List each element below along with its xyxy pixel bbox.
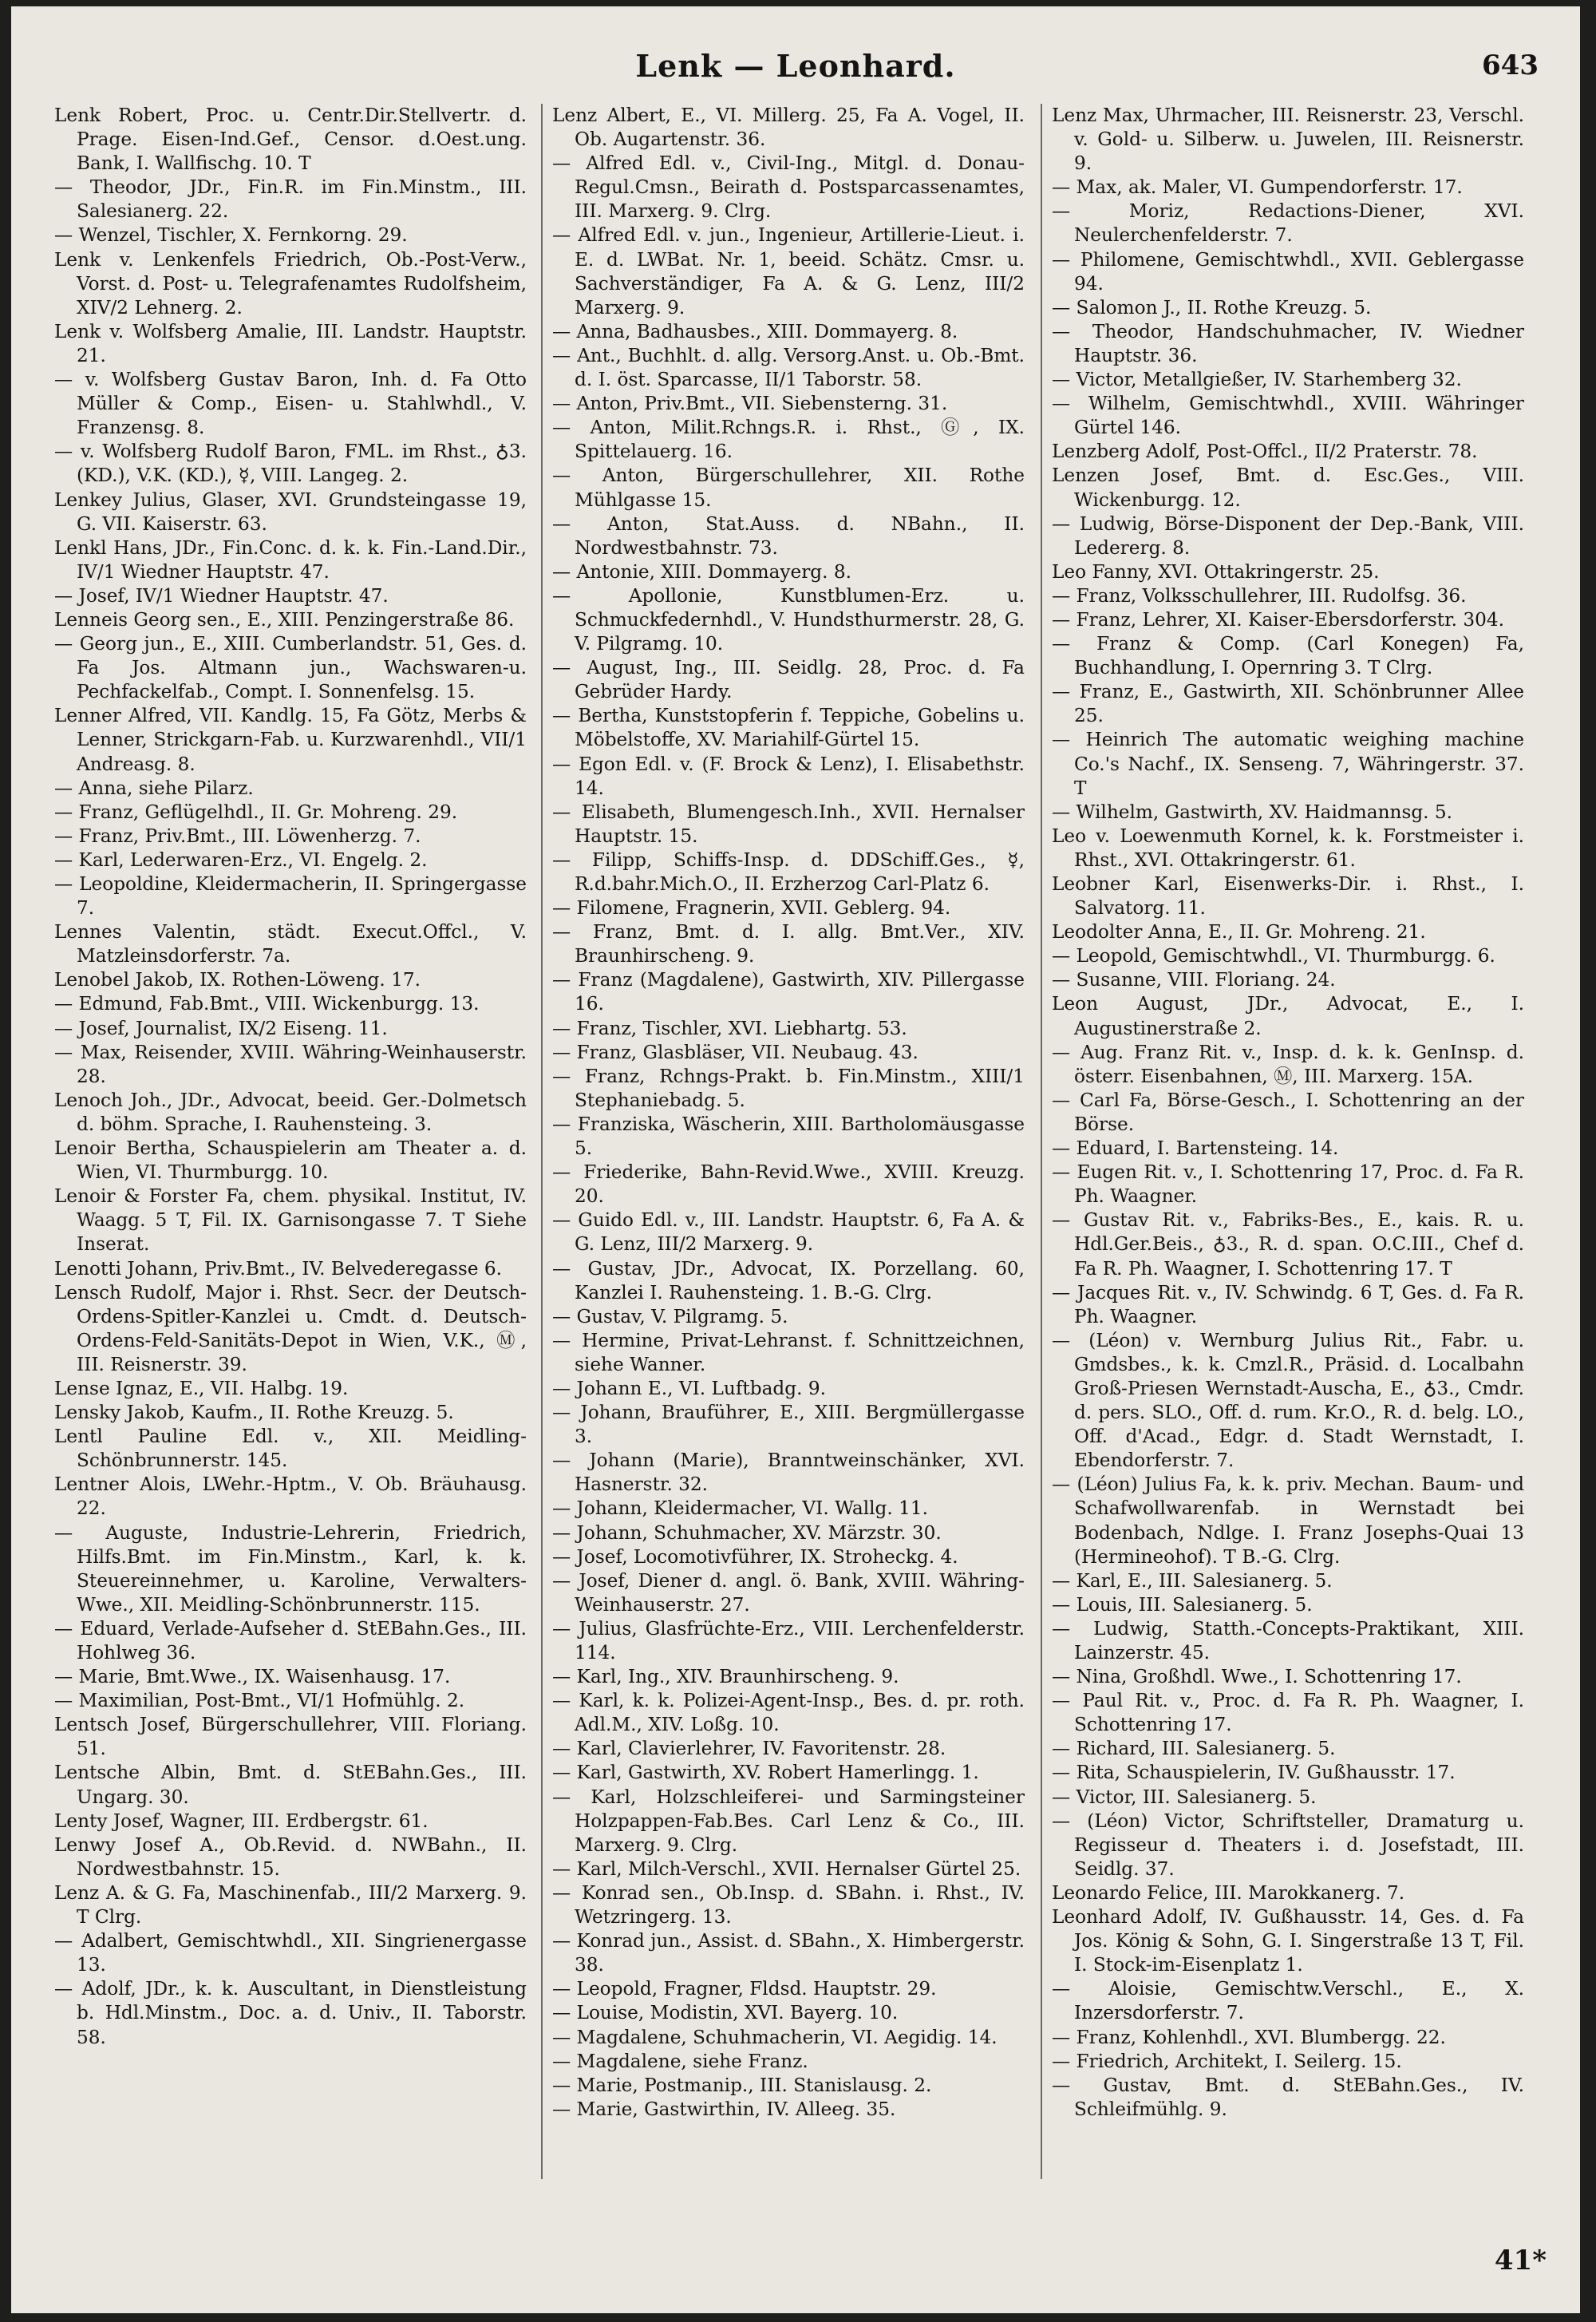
directory-entry: — Wenzel, Tischler, X. Fernkorng. 29. xyxy=(54,224,408,247)
column-1 xyxy=(54,104,527,2275)
directory-entry: Leon August, JDr., Advocat, E., I. Augustinerstraße 2. xyxy=(1052,993,1524,1039)
directory-entry: Lense Ignaz, E., VII. Halbg. 19. xyxy=(54,1377,349,1399)
directory-entry: — Egon Edl. v. (F. Brock & Lenz), I. Elisabethstr. 14. xyxy=(552,753,1025,799)
directory-entry: — Auguste, Industrie-Lehrerin, Friedrich, Hilfs.Bmt. im Fin.Minstm., Karl, k. k. Steuereinnehmer, u. Karoline, Verwalters-Wwe., XII. Meidling-Schönbrunnerstr. 115. xyxy=(54,1521,527,1616)
directory-entry: — Marie, Gastwirthin, IV. Alleeg. 35. xyxy=(552,2098,896,2120)
directory-entry: Lenk v. Lenkenfels Friedrich, Ob.-Post-Verw., Vorst. d. Post- u. Telegrafenamtes Rudolfsheim, XIV/2 Lehnerg. 2. xyxy=(54,248,527,318)
directory-entry: — Karl, Ing., XIV. Braunhirscheng. 9. xyxy=(552,1666,899,1688)
directory-entry: Lenoir Bertha, Schauspielerin am Theater a. d. Wien, VI. Thurmburgg. 10. xyxy=(54,1137,527,1184)
directory-entry: — Franziska, Wäscherin, XIII. Bartholomäusgasse 5. xyxy=(552,1113,1025,1160)
directory-entry: Lenotti Johann, Priv.Bmt., IV. Belvederegasse 6. xyxy=(54,1257,502,1280)
directory-entry: — Johann, Schuhmacher, XV. Märzstr. 30. xyxy=(552,1521,942,1544)
directory-entry: — Salomon J., II. Rothe Kreuzg. 5. xyxy=(1052,296,1372,318)
directory-entry: — Franz, E., Gastwirth, XII. Schönbrunner Allee 25. xyxy=(1052,681,1524,727)
directory-entry: — Franz, Priv.Bmt., III. Löwenherzg. 7. xyxy=(54,825,421,847)
directory-columns xyxy=(54,104,1531,2275)
directory-entry: — Max, Reisender, XVIII. Währing-Weinhauserstr. 28. xyxy=(54,1041,527,1087)
directory-entry: — v. Wolfsberg Rudolf Baron, FML. im Rhst., ♁3. (KD.), V.K. (KD.), ☿, VIII. Langeg. 2. xyxy=(54,441,527,487)
directory-entry: — Rita, Schauspielerin, IV. Gußhausstr. 17. xyxy=(1052,1762,1456,1784)
directory-entry: — Aloisie, Gemischtw.Verschl., E., X. Inzersdorferstr. 7. xyxy=(1052,1978,1524,2024)
directory-entry: — Victor, Metallgießer, IV. Starhemberg 32. xyxy=(1052,369,1462,391)
directory-entry: — Johann E., VI. Luftbadg. 9. xyxy=(552,1377,826,1399)
directory-entry: — Anton, Bürgerschullehrer, XII. Rothe Mühlgasse 15. xyxy=(552,465,1025,511)
directory-entry: Lentsch Josef, Bürgerschullehrer, VIII. Floriang. 51. xyxy=(54,1714,527,1760)
directory-entry: — Paul Rit. v., Proc. d. Fa R. Ph. Waagner, I. Schottenring 17. xyxy=(1052,1690,1524,1736)
directory-entry: — Theodor, JDr., Fin.R. im Fin.Minstm., III. Salesianerg. 22. xyxy=(54,176,527,223)
directory-entry: — v. Wolfsberg Gustav Baron, Inh. d. Fa Otto Müller & Comp., Eisen- u. Stahlwhdl., V. Franzensg. 8. xyxy=(54,369,527,439)
directory-entry: — Anton, Priv.Bmt., VII. Siebensterng. 31. xyxy=(552,393,948,415)
directory-entry: Lentsche Albin, Bmt. d. StEBahn.Ges., III. Ungarg. 30. xyxy=(54,1762,527,1808)
directory-entry: — Magdalene, Schuhmacherin, VI. Aegidig. 14. xyxy=(552,2026,998,2048)
directory-entry: Lenoch Joh., JDr., Advocat, beeid. Ger.-Dolmetsch d. böhm. Sprache, I. Rauhensteing. 3. xyxy=(54,1089,527,1135)
directory-entry: — Karl, Lederwaren-Erz., VI. Engelg. 2. xyxy=(54,848,428,871)
directory-entry: Lenoir & Forster Fa, chem. physikal. Institut, IV. Waagg. 5 T, Fil. IX. Garnisongasse 7. T Siehe Inserat. xyxy=(54,1185,527,1256)
directory-entry: Leo v. Loewenmuth Kornel, k. k. Forstmeister i. Rhst., XVI. Ottakringerstr. 61. xyxy=(1052,825,1524,871)
directory-entry: — Karl, Milch-Verschl., XVII. Hernalser Gürtel 25. xyxy=(552,1857,1021,1880)
directory-entry: — Elisabeth, Blumengesch.Inh., XVII. Hernalser Hauptstr. 15. xyxy=(552,801,1025,847)
directory-entry: — Richard, III. Salesianerg. 5. xyxy=(1052,1738,1336,1760)
directory-entry: — Maximilian, Post-Bmt., VI/1 Hofmühlg. 2. xyxy=(54,1690,465,1712)
directory-entry: Leodolter Anna, E., II. Gr. Mohreng. 21. xyxy=(1052,921,1426,943)
directory-entry: Lenzberg Adolf, Post-Offcl., II/2 Praterstr. 78. xyxy=(1052,441,1478,463)
directory-entry: — (Léon) v. Wernburg Julius Rit., Fabr. u. Gmdsbes., k. k. Cmzl.R., Präsid. d. Localbahn Groß-Priesen Wernstadt-Auscha, E., ♁3., Cmdr. d. pers. SLO., Off. d. rum. Kr.O., R. d. belg. LO., Off. d'Acad., Edgr. d. Stadt Wernstadt, I. Ebendorferstr. 7. xyxy=(1052,1329,1524,1472)
directory-entry: Lenk v. Wolfsberg Amalie, III. Landstr. Hauptstr. 21. xyxy=(54,320,527,366)
directory-entry: Lenk Robert, Proc. u. Centr.Dir.Stellvertr. d. Prage. Eisen-Ind.Gef., Censor. d.Oest.ung. Bank, I. Wallfischg. 10. T xyxy=(54,105,527,175)
directory-entry: — Franz, Volksschullehrer, III. Rudolfsg. 36. xyxy=(1052,584,1467,607)
directory-entry: — Hermine, Privat-Lehranst. f. Schnittzeichnen, siehe Wanner. xyxy=(552,1329,1025,1375)
directory-entry: — Ludwig, Börse-Disponent der Dep.-Bank, VIII. Ledererg. 8. xyxy=(1052,512,1524,559)
directory-entry: — Louis, III. Salesianerg. 5. xyxy=(1052,1593,1313,1616)
directory-entry: Lennes Valentin, städt. Execut.Offcl., V. Matzleinsdorferstr. 7a. xyxy=(54,921,527,967)
directory-entry: — Josef, Journalist, IX/2 Eiseng. 11. xyxy=(54,1017,388,1039)
directory-entry: — Franz, Glasbläser, VII. Neubaug. 43. xyxy=(552,1041,918,1063)
directory-entry: — Susanne, VIII. Floriang. 24. xyxy=(1052,969,1336,991)
directory-entry: — Moriz, Redactions-Diener, XVI. Neulerchenfelderstr. 7. xyxy=(1052,200,1524,247)
directory-entry: — Franz (Magdalene), Gastwirth, XIV. Pillergasse 16. xyxy=(552,969,1025,1015)
directory-entry: — Franz, Kohlenhdl., XVI. Blumbergg. 22. xyxy=(1052,2026,1446,2048)
directory-entry: — Gustav, V. Pilgramg. 5. xyxy=(552,1305,788,1327)
directory-entry: Lenty Josef, Wagner, III. Erdbergstr. 61. xyxy=(54,1810,429,1832)
directory-entry: Lenwy Josef A., Ob.Revid. d. NWBahn., II. Nordwestbahnstr. 15. xyxy=(54,1833,527,1880)
signature-mark: 41* xyxy=(1494,2245,1547,2277)
directory-entry: — Adalbert, Gemischtwhdl., XII. Singrienergasse 13. xyxy=(54,1930,527,1976)
directory-entry: — Antonie, XIII. Dommayerg. 8. xyxy=(552,560,852,583)
directory-entry: Lenneis Georg sen., E., XIII. Penzingerstraße 86. xyxy=(54,608,515,631)
directory-entry: — Leopoldine, Kleidermacherin, II. Springergasse 7. xyxy=(54,873,527,920)
directory-entry: — Filipp, Schiffs-Insp. d. DDSchiff.Ges., ☿, R.d.bahr.Mich.O., II. Erzherzog Carl-Platz 6. xyxy=(552,848,1025,895)
directory-entry: — Anton, Milit.Rchngs.R. i. Rhst., Ⓖ, IX. Spittelauerg. 16. xyxy=(552,417,1025,463)
directory-entry: — Leopold, Gemischtwhdl., VI. Thurmburgg. 6. xyxy=(1052,945,1495,967)
directory-entry: — Konrad jun., Assist. d. SBahn., X. Himbergerstr. 38. xyxy=(552,1930,1025,1976)
directory-entry: — Edmund, Fab.Bmt., VIII. Wickenburgg. 13. xyxy=(54,993,480,1015)
directory-entry: — Gustav Rit. v., Fabriks-Bes., E., kais. R. u. Hdl.Ger.Beis., ♁3., R. d. span. O.C.III., Chef d. Fa R. Ph. Waagner, I. Schottenring 17. T xyxy=(1052,1209,1524,1280)
directory-entry: — Gustav, Bmt. d. StEBahn.Ges., IV. Schleifmühlg. 9. xyxy=(1052,2074,1524,2120)
directory-entry: — Anna, Badhausbes., XIII. Dommayerg. 8. xyxy=(552,320,958,342)
directory-entry: — Karl, E., III. Salesianerg. 5. xyxy=(1052,1569,1333,1592)
directory-entry: — Aug. Franz Rit. v., Insp. d. k. k. GenInsp. d. österr. Eisenbahnen, Ⓜ, III. Marxerg. 15A. xyxy=(1052,1041,1524,1087)
directory-entry: — August, Ing., III. Seidlg. 28, Proc. d. Fa Gebrüder Hardy. xyxy=(552,657,1025,703)
directory-entry: — Philomene, Gemischtwhdl., XVII. Geblergasse 94. xyxy=(1052,248,1524,295)
directory-page xyxy=(11,6,1580,2313)
directory-entry: — Theodor, Handschuhmacher, IV. Wiedner Hauptstr. 36. xyxy=(1052,320,1524,366)
directory-entry: Lenz A. & G. Fa, Maschinenfab., III/2 Marxerg. 9. T Clrg. xyxy=(54,1881,527,1928)
directory-entry: Lentl Pauline Edl. v., XII. Meidling-Schönbrunnerstr. 145. xyxy=(54,1426,527,1472)
page-number: 643 xyxy=(1482,49,1539,81)
directory-entry: — Marie, Bmt.Wwe., IX. Waisenhausg. 17. xyxy=(54,1666,451,1688)
directory-entry: — Bertha, Kunststopferin f. Teppiche, Gobelins u. Möbelstoffe, XV. Mariahilf-Gürtel 15. xyxy=(552,705,1025,751)
directory-entry: — Wilhelm, Gastwirth, XV. Haidmannsg. 5. xyxy=(1052,801,1453,823)
directory-entry: Leonardo Felice, III. Marokkanerg. 7. xyxy=(1052,1881,1405,1904)
directory-entry: — Franz, Bmt. d. I. allg. Bmt.Ver., XIV. Braunhirscheng. 9. xyxy=(552,921,1025,967)
directory-entry: — Max, ak. Maler, VI. Gumpendorferstr. 17. xyxy=(1052,176,1463,199)
directory-entry: — Victor, III. Salesianerg. 5. xyxy=(1052,1786,1317,1808)
directory-entry: — Karl, Clavierlehrer, IV. Favoritenstr. 28. xyxy=(552,1738,946,1760)
directory-entry: Leobner Karl, Eisenwerks-Dir. i. Rhst., I. Salvatorg. 11. xyxy=(1052,873,1524,920)
directory-entry: Lentner Alois, LWehr.-Hptm., V. Ob. Bräuhausg. 22. xyxy=(54,1474,527,1520)
directory-entry: — Eduard, Verlade-Aufseher d. StEBahn.Ges., III. Hohlweg 36. xyxy=(54,1617,527,1663)
directory-entry: — Friedrich, Architekt, I. Seilerg. 15. xyxy=(1052,2050,1402,2072)
directory-entry: — Karl, k. k. Polizei-Agent-Insp., Bes. d. pr. roth. Adl.M., XIV. Loßg. 10. xyxy=(552,1690,1025,1736)
page-header xyxy=(11,48,1580,96)
directory-entry: — Johann (Marie), Branntweinschänker, XVI. Hasnerstr. 32. xyxy=(552,1450,1025,1496)
directory-entry: Lensch Rudolf, Major i. Rhst. Secr. der Deutsch-Ordens-Spitler-Kanzlei u. Cmdt. d. Deutsch-Ordens-Feld-Sanitäts-Depot in Wien, V.K., Ⓜ, III. Reisnerstr. 39. xyxy=(54,1281,527,1375)
directory-entry: — Franz & Comp. (Carl Konegen) Fa, Buchhandlung, I. Opernring 3. T Clrg. xyxy=(1052,633,1524,679)
directory-entry: — (Léon) Julius Fa, k. k. priv. Mechan. Baum- und Schafwollwarenfab. in Wernstadt bei Bodenbach, Ndlge. I. Franz Josephs-Quai 13 (Hermineohof). T B.-G. Clrg. xyxy=(1052,1474,1524,1568)
directory-entry: — Alfred Edl. v., Civil-Ing., Mitgl. d. Donau-Regul.Cmsn., Beirath d. Postsparcassenamtes, III. Marxerg. 9. Clrg. xyxy=(552,152,1025,223)
directory-entry: — Franz, Geflügelhdl., II. Gr. Mohreng. 29. xyxy=(54,801,458,823)
directory-entry: — Karl, Holzschleiferei- und Sarmingsteiner Holzpappen-Fab.Bes. Carl Lenz & Co., III. Marxerg. 9. Clrg. xyxy=(552,1786,1025,1856)
directory-entry: Leo Fanny, XVI. Ottakringerstr. 25. xyxy=(1052,560,1380,583)
directory-entry: — Heinrich The automatic weighing machine Co.'s Nachf., IX. Senseng. 7, Währingerstr. 37. T xyxy=(1052,729,1524,799)
directory-entry: Lensky Jakob, Kaufm., II. Rothe Kreuzg. 5. xyxy=(54,1402,454,1424)
directory-entry: — Eduard, I. Bartensteing. 14. xyxy=(1052,1137,1339,1160)
directory-entry: — Adolf, JDr., k. k. Auscultant, in Dienstleistung b. Hdl.Minstm., Doc. a. d. Univ., II. Taborstr. 58. xyxy=(54,1978,527,2048)
directory-entry: — Gustav, JDr., Advocat, IX. Porzellang. 60, Kanzlei I. Rauhensteing. 1. B.-G. Clrg. xyxy=(552,1257,1025,1303)
column-2 xyxy=(552,104,1025,2275)
directory-entry: — Johann, Kleidermacher, VI. Wallg. 11. xyxy=(552,1497,929,1520)
directory-entry: — Leopold, Fragner, Fldsd. Hauptstr. 29. xyxy=(552,1978,937,2000)
directory-entry: — Louise, Modistin, XVI. Bayerg. 10. xyxy=(552,2002,899,2024)
directory-entry: — Anton, Stat.Auss. d. NBahn., II. Nordwestbahnstr. 73. xyxy=(552,512,1025,559)
directory-entry: — Josef, Locomotivführer, IX. Stroheckg. 4. xyxy=(552,1545,958,1568)
directory-entry: — Alfred Edl. v. jun., Ingenieur, Artillerie-Lieut. i. E. d. LWBat. Nr. 1, beeid. Schätz. Cmsr. u. Sachverständiger, Fa A. & G. Lenz, III/2 Marxerg. 9. xyxy=(552,224,1025,318)
directory-entry: Lenkl Hans, JDr., Fin.Conc. d. k. k. Fin.-Land.Dir., IV/1 Wiedner Hauptstr. 47. xyxy=(54,536,527,583)
directory-entry: — Josef, Diener d. angl. ö. Bank, XVIII. Währing-Weinhauserstr. 27. xyxy=(552,1569,1025,1616)
running-title: Lenk — Leonhard. xyxy=(635,48,956,84)
directory-entry: — Ludwig, Statth.-Concepts-Praktikant, XIII. Lainzerstr. 45. xyxy=(1052,1617,1524,1663)
directory-entry: — Wilhelm, Gemischtwhdl., XVIII. Währinger Gürtel 146. xyxy=(1052,393,1524,439)
directory-entry: — Anna, siehe Pilarz. xyxy=(54,777,254,799)
directory-entry: Lenzen Josef, Bmt. d. Esc.Ges., VIII. Wickenburgg. 12. xyxy=(1052,465,1524,511)
directory-entry: — Marie, Postmanip., III. Stanislausg. 2. xyxy=(552,2074,932,2096)
directory-entry: — Nina, Großhdl. Wwe., I. Schottenring 17. xyxy=(1052,1666,1462,1688)
directory-entry: — Carl Fa, Börse-Gesch., I. Schottenring an der Börse. xyxy=(1052,1089,1524,1135)
directory-entry: Lenobel Jakob, IX. Rothen-Löweng. 17. xyxy=(54,969,421,991)
directory-entry: — Karl, Gastwirth, XV. Robert Hamerlingg. 1. xyxy=(552,1762,979,1784)
directory-entry: — Johann, Brauführer, E., XIII. Bergmüllergasse 3. xyxy=(552,1402,1025,1448)
directory-entry: Lenz Albert, E., VI. Millerg. 25, Fa A. Vogel, II. Ob. Augartenstr. 36. xyxy=(552,105,1025,151)
directory-entry: — (Léon) Victor, Schriftsteller, Dramaturg u. Regisseur d. Theaters i. d. Josefstadt, III. Seidlg. 37. xyxy=(1052,1810,1524,1880)
directory-entry: — Filomene, Fragnerin, XVII. Geblerg. 94. xyxy=(552,897,951,920)
directory-entry: — Jacques Rit. v., IV. Schwindg. 6 T, Ges. d. Fa R. Ph. Waagner. xyxy=(1052,1281,1524,1327)
directory-entry: Lenner Alfred, VII. Kandlg. 15, Fa Götz, Merbs & Lenner, Strickgarn-Fab. u. Kurzwarenhdl., VII/1 Andreasg. 8. xyxy=(54,705,527,775)
directory-entry: Lenz Max, Uhrmacher, III. Reisnerstr. 23, Verschl. v. Gold- u. Silberw. u. Juwelen, III. Reisnerstr. 9. xyxy=(1052,105,1524,175)
directory-entry: — Konrad sen., Ob.Insp. d. SBahn. i. Rhst., IV. Wetzringerg. 13. xyxy=(552,1881,1025,1928)
directory-entry: — Friederike, Bahn-Revid.Wwe., XVIII. Kreuzg. 20. xyxy=(552,1161,1025,1208)
column-3 xyxy=(1052,104,1524,2275)
directory-entry: — Guido Edl. v., III. Landstr. Hauptstr. 6, Fa A. & G. Lenz, III/2 Marxerg. 9. xyxy=(552,1209,1025,1256)
directory-entry: — Apollonie, Kunstblumen-Erz. u. Schmuckfedernhdl., V. Hundsthurmerstr. 28, G. V. Pilgramg. 10. xyxy=(552,584,1025,655)
directory-entry: — Julius, Glasfrüchte-Erz., VIII. Lerchenfelderstr. 114. xyxy=(552,1617,1025,1663)
directory-entry: — Franz, Lehrer, XI. Kaiser-Ebersdorferstr. 304. xyxy=(1052,608,1504,631)
directory-entry: Leonhard Adolf, IV. Gußhausstr. 14, Ges. d. Fa Jos. König & Sohn, G. I. Singerstraße 13 T, Fil. I. Stock-im-Eisenplatz 1. xyxy=(1052,1906,1524,1976)
directory-entry: — Franz, Tischler, XVI. Liebhartg. 53. xyxy=(552,1017,907,1039)
directory-entry: — Franz, Rchngs-Prakt. b. Fin.Minstm., XIII/1 Stephaniebadg. 5. xyxy=(552,1065,1025,1111)
directory-entry: — Josef, IV/1 Wiedner Hauptstr. 47. xyxy=(54,584,389,607)
directory-entry: — Ant., Buchhlt. d. allg. Versorg.Anst. u. Ob.-Bmt. d. I. öst. Sparcasse, II/1 Taborstr. 58. xyxy=(552,344,1025,391)
directory-entry: — Georg jun., E., XIII. Cumberlandstr. 51, Ges. d. Fa Jos. Altmann jun., Wachswaren-u. Pechfackelfab., Compt. I. Sonnenfelsg. 15. xyxy=(54,633,527,703)
directory-entry: — Magdalene, siehe Franz. xyxy=(552,2050,808,2072)
directory-entry: Lenkey Julius, Glaser, XVI. Grundsteingasse 19, G. VII. Kaiserstr. 63. xyxy=(54,489,527,535)
directory-entry: — Eugen Rit. v., I. Schottenring 17, Proc. d. Fa R. Ph. Waagner. xyxy=(1052,1161,1524,1208)
